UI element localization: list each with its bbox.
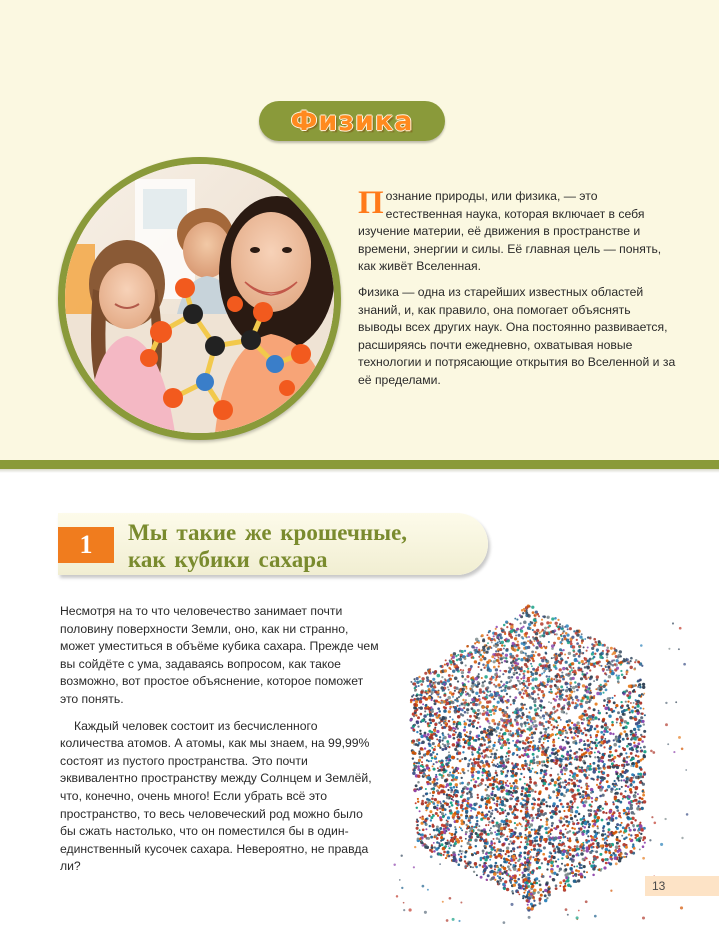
section-divider: [0, 460, 719, 469]
section-title: [128, 519, 488, 573]
section-heading: [58, 513, 490, 577]
intro-text: [358, 185, 676, 398]
intro-paragraph-1: [358, 185, 676, 276]
intro-paragraph-1-text: ознание природы, или физика, — это естественная наука, которая включает в себя изучение материи, её движения в пространстве и времени, энергии и силы. Её главная цель — понять, как живёт Вселенная.: [358, 189, 662, 274]
section-body: [60, 603, 380, 885]
page-title: Физика: [290, 105, 414, 137]
intro-photo: [58, 157, 341, 440]
cube-right-face: [523, 678, 646, 911]
section-title-line-2: как кубики сахара: [128, 547, 328, 572]
body-paragraph-1: Несмотря на то что человечество занимает почти половину поверхности Земли, оно, как ни странно, может уместиться в объёме кубика сахара. Прежде чем вы сойдёте с ума, задаваясь вопросом, как такое возможно, вот простое объяснение, которое поможет это понять.: [60, 604, 379, 706]
section-number-badge: 1: [58, 527, 114, 563]
children-photo-illustration: [65, 164, 334, 433]
section-title-line-1: Мы такие же крошечные,: [128, 520, 408, 545]
intro-paragraph-2: Физика — одна из старейших известных областей знаний, и, как правило, она помогает объяснять выводы всех других наук. Она постоянно развивается, расширяясь почти ежедневно, охватывая новые технологии и потрясающие открытия во Вселенной и за её пределами.: [358, 284, 676, 387]
dropcap-letter: П: [358, 185, 384, 221]
page-title-pill: [259, 101, 445, 141]
body-paragraph-2: Каждый человек состоит из бесчисленного количества атомов. А атомы, как мы знаем, на 99,99% состоят из пустого пространства. Это почти эквивалентно пространству между Солнцем и Землёй, что, конечно, очень много! Если убрать всё это пространство, то весь человеческий род можно было бы сжать настолько, что он поместился бы в один-единственный кусочек сахара. Невероятно, не правда ли?: [60, 718, 372, 874]
divider-shadow: [0, 469, 719, 473]
page-number: 13: [645, 876, 719, 896]
